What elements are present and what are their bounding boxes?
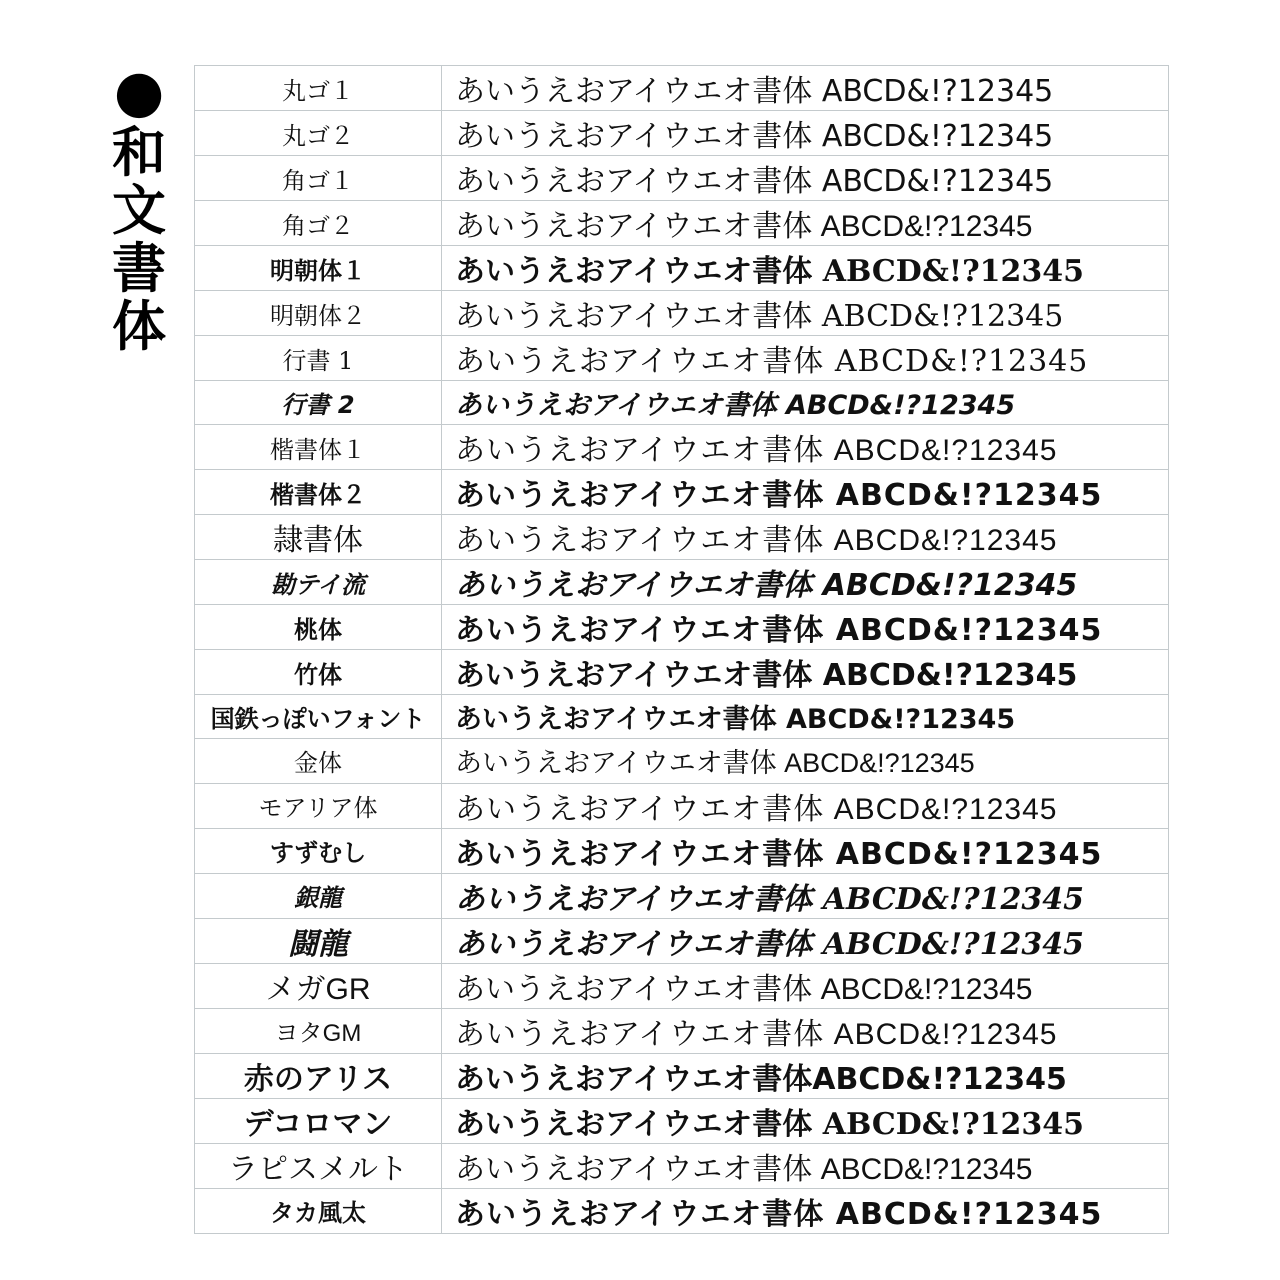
font-sample: あいうえおアイウエオ書体 ABCD&!?12345 [442,605,1169,650]
font-name: 丸ゴ２ [195,111,442,156]
font-sample: あいうえおアイウエオ書体 ABCD&!?12345 [442,873,1169,918]
font-name: メガGR [195,963,442,1008]
font-name: 銀龍 [195,873,442,918]
font-name: 丸ゴ１ [195,66,442,111]
font-row [195,560,1169,605]
font-sample: あいうえおアイウエオ書体 ABCD&!?12345 [442,1008,1169,1053]
font-name: 竹体 [195,650,442,695]
font-row [195,963,1169,1008]
font-name: 桃体 [195,605,442,650]
font-row [195,1143,1169,1188]
font-row [195,1053,1169,1098]
font-sample: あいうえおアイウエオ書体 ABCD&!?12345 [442,828,1169,873]
font-row [195,470,1169,515]
font-row [195,783,1169,828]
section-title-text [112,121,166,358]
font-name: すずむし [195,828,442,873]
font-sample: あいうえおアイウエオ書体 ABCD&!?12345 [442,111,1169,156]
font-name: 行書 1 [195,336,442,381]
font-name: 明朝体１ [195,246,442,291]
font-row [195,201,1169,246]
font-name: 角ゴ２ [195,201,442,246]
font-sample: あいうえおアイウエオ書体 ABCD&!?12345 [442,1188,1169,1233]
font-sample: あいうえおアイウエオ書体 ABCD&!?12345 [442,515,1169,560]
font-sample: あいうえおアイウエオ書体 ABCD&!?12345 [442,918,1169,963]
font-name: 角ゴ１ [195,156,442,201]
font-sample: あいうえおアイウエオ書体 ABCD&!?12345 [442,783,1169,828]
font-sample: あいうえおアイウエオ書体 ABCD&!?12345 [442,336,1169,381]
font-name: モアリア体 [195,783,442,828]
font-row [195,650,1169,695]
font-sample: あいうえおアイウエオ書体 ABCD&!?12345 [442,963,1169,1008]
font-name: 明朝体２ [195,291,442,336]
font-name: タカ風太 [195,1188,442,1233]
font-row [195,1098,1169,1143]
title-char: 書 [112,237,166,300]
font-sample: あいうえおアイウエオ書体 ABCD&!?12345 [442,1098,1169,1143]
font-sample: あいうえおアイウエオ書体 ABCD&!?12345 [442,695,1169,739]
font-sample: あいうえおアイウエオ書体 ABCD&!?12345 [442,381,1169,425]
font-row [195,918,1169,963]
font-row [195,425,1169,470]
font-name: 闘龍 [195,918,442,963]
font-row [195,291,1169,336]
font-sample: あいうえおアイウエオ書体 ABCD&!?12345 [442,470,1169,515]
font-sample-table [194,65,1169,1234]
font-sample: あいうえおアイウエオ書体 ABCD&!?12345 [442,246,1169,291]
font-row [195,1008,1169,1053]
font-row [195,605,1169,650]
font-sample: あいうえおアイウエオ書体 ABCD&!?12345 [442,156,1169,201]
font-sample: あいうえおアイウエオ書体 ABCD&!?12345 [442,291,1169,336]
font-name: デコロマン [195,1098,442,1143]
bullet-icon: ● [113,57,165,125]
font-name: ヨタGM [195,1008,442,1053]
font-sample: あいうえおアイウエオ書体 ABCD&!?12345 [442,739,1169,783]
font-row [195,739,1169,783]
font-name: 行書 2 [195,381,442,425]
font-row [195,156,1169,201]
font-sample: あいうえおアイウエオ書体ABCD&!?12345 [442,1053,1169,1098]
font-sample: あいうえおアイウエオ書体 ABCD&!?12345 [442,201,1169,246]
font-name: 赤のアリス [195,1053,442,1098]
font-row [195,66,1169,111]
font-name: 国鉄っぽいフォント [195,695,442,739]
font-row [195,246,1169,291]
font-row [195,336,1169,381]
font-row [195,111,1169,156]
font-sample: あいうえおアイウエオ書体 ABCD&!?12345 [442,650,1169,695]
title-char: 文 [112,179,166,242]
font-row [195,828,1169,873]
font-sample: あいうえおアイウエオ書体 ABCD&!?12345 [442,425,1169,470]
font-name: 金体 [195,739,442,783]
font-row [195,515,1169,560]
font-row [195,873,1169,918]
font-name: ラピスメルト [195,1143,442,1188]
font-name: 勘テイ流 [195,560,442,605]
font-row [195,1188,1169,1233]
section-title [110,57,168,358]
font-name: 楷書体１ [195,425,442,470]
font-row [195,695,1169,739]
font-sample: あいうえおアイウエオ書体 ABCD&!?12345 [442,560,1169,605]
font-name: 楷書体２ [195,470,442,515]
font-row [195,381,1169,425]
title-char: 体 [112,295,166,358]
font-name: 隷書体 [195,515,442,560]
title-char: 和 [112,121,166,184]
font-sample: あいうえおアイウエオ書体 ABCD&!?12345 [442,1143,1169,1188]
font-sample: あいうえおアイウエオ書体 ABCD&!?12345 [442,66,1169,111]
